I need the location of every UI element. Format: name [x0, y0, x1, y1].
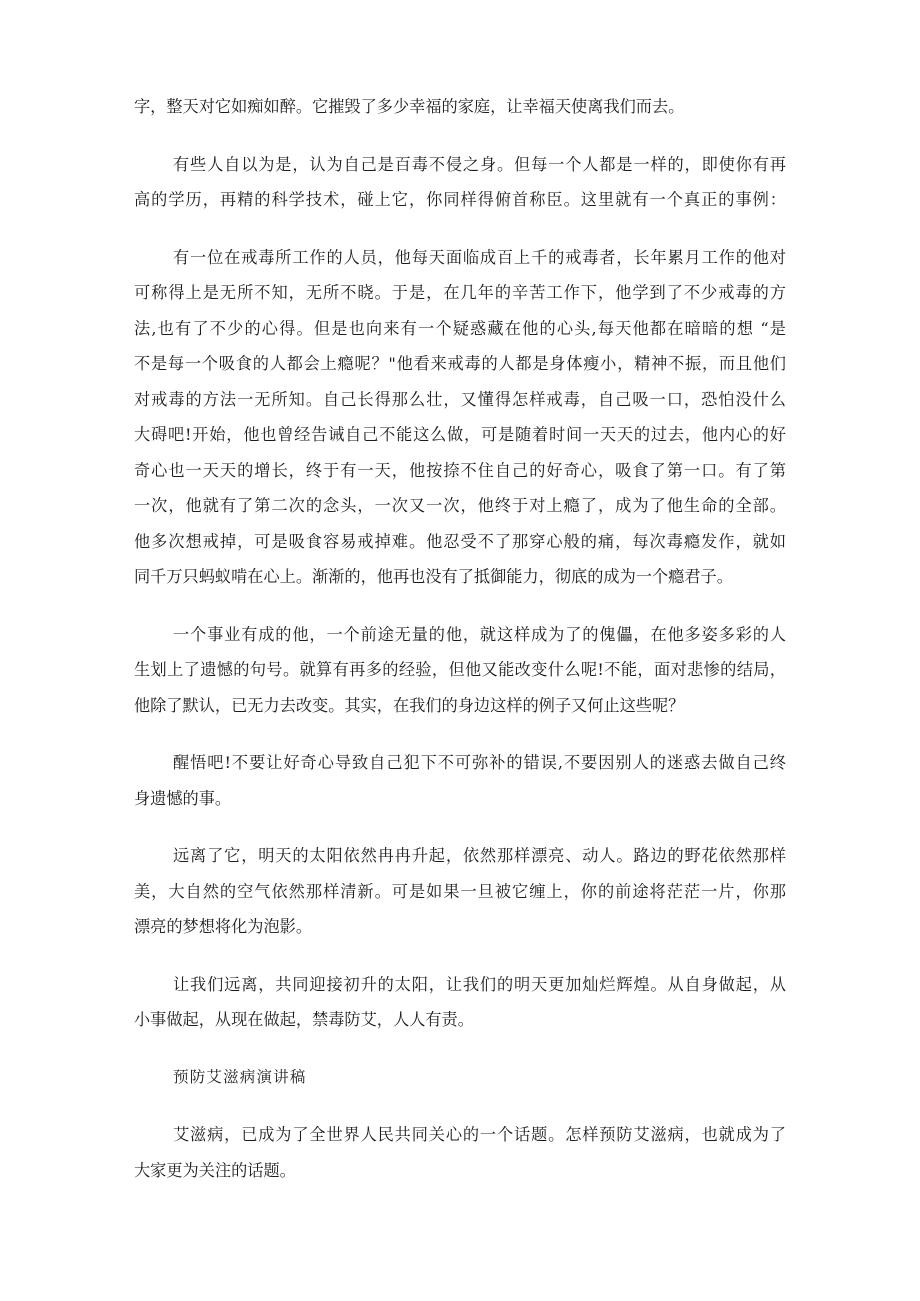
text-line: 高的学历，再精的科学技术，碰上它，你同样得俯首称臣。这里就有一个真正的事例：: [134, 190, 786, 209]
text-line: 可称得上是无所不知，无所不晓。于是，在几年的辛苦工作下，他学到了不少戒毒的方: [134, 283, 786, 302]
text-line: 字，整天对它如痴如醉。它摧毁了多少幸福的家庭，让幸福天使离我们而去。: [134, 97, 685, 116]
text-line: 醒悟吧!不要让好奇心导致自己犯下不可弥补的错误,不要因别人的迷惑去做自己终: [173, 753, 786, 772]
text-line: 远离了它，明天的太阳依然冉冉升起，依然那样漂亮、动人。路边的野花依然那样: [173, 846, 786, 865]
section-title: 预防艾滋病演讲稿: [173, 1067, 307, 1086]
text-line: 大家更为关注的话题。: [134, 1160, 296, 1180]
text-line: 美，大自然的空气依然那样清新。可是如果一旦被它缠上，你的前途将茫茫一片，你那: [134, 881, 786, 901]
paragraph: [134, 967, 786, 1038]
paragraph: [134, 147, 786, 218]
text-line: 让我们远离，共同迎接初升的太阳，让我们的明天更加灿烂辉煌。从自身做起，从: [173, 974, 786, 994]
text-line: 同千万只蚂蚁啃在心上。渐渐的，他再也没有了抵御能力，彻底的成为一个瘾君子。: [134, 567, 733, 586]
text-line: 身遗憾的事。: [134, 788, 232, 808]
text-line: 漂亮的梦想将化为泡影。: [134, 917, 313, 936]
text-line: 生划上了遗憾的句号。就算有再多的经验，但他又能改变什么呢!不能，面对悲惨的结局，: [134, 660, 786, 679]
text-line: 法,也有了不少的心得。但是也向来有一个疑惑藏在他的心头,每天他都在暗暗的想 “是: [134, 318, 786, 338]
text-line: 小事做起，从现在做起，禁毒防艾，人人有责。: [134, 1010, 474, 1029]
paragraph: [134, 745, 786, 816]
text-line: 对戒毒的方法一无所知。自己长得那么壮，又懂得怎样戒毒，自己吸一口，恐怕没什么: [134, 389, 786, 409]
text-line: 艾滋病，已成为了全世界人民共同关心的一个话题。怎样预防艾滋病，也就成为了: [173, 1125, 786, 1144]
text-line: 大碍吧!开始，他也曾经告诫自己不能这么做，可是随着时间一天天的过去，他内心的好: [134, 425, 786, 444]
paragraph: [134, 617, 786, 724]
text-line: 不是每一个吸食的人都会上瘾呢？"他看来戒毒的人都是身体瘦小，精神不振，而且他们: [134, 354, 786, 373]
text-line: 一个事业有成的他，一个前途无量的他，就这样成为了的傀儡，在他多姿多彩的人: [173, 624, 786, 644]
text-line: 他多次想戒掉，可是吸食容易戒掉难。他忍受不了那穿心般的痛，每次毒瘾发作，就如: [134, 531, 786, 551]
paragraph: [134, 1117, 786, 1188]
text-line: 有一位在戒毒所工作的人员，他每天面临成百上千的戒毒者，长年累月工作的他对: [173, 247, 786, 267]
text-line: 一次，他就有了第二次的念头，一次又一次，他终于对上瘾了，成为了他生命的全部。: [134, 496, 786, 515]
text-line: 奇心也一天天的增长，终于有一天，他按捺不住自己的好奇心，吸食了第一口。有了第: [134, 460, 786, 480]
paragraph: [134, 240, 786, 595]
text-line: 有些人自以为是，认为自己是百毒不侵之身。但每一个人都是一样的，即使你有再: [173, 154, 786, 174]
text-line: 他除了默认，已无力去改变。其实，在我们的身边这样的例子又何止这些呢？: [134, 695, 685, 715]
paragraph: [134, 838, 786, 945]
paragraph: [134, 89, 786, 125]
